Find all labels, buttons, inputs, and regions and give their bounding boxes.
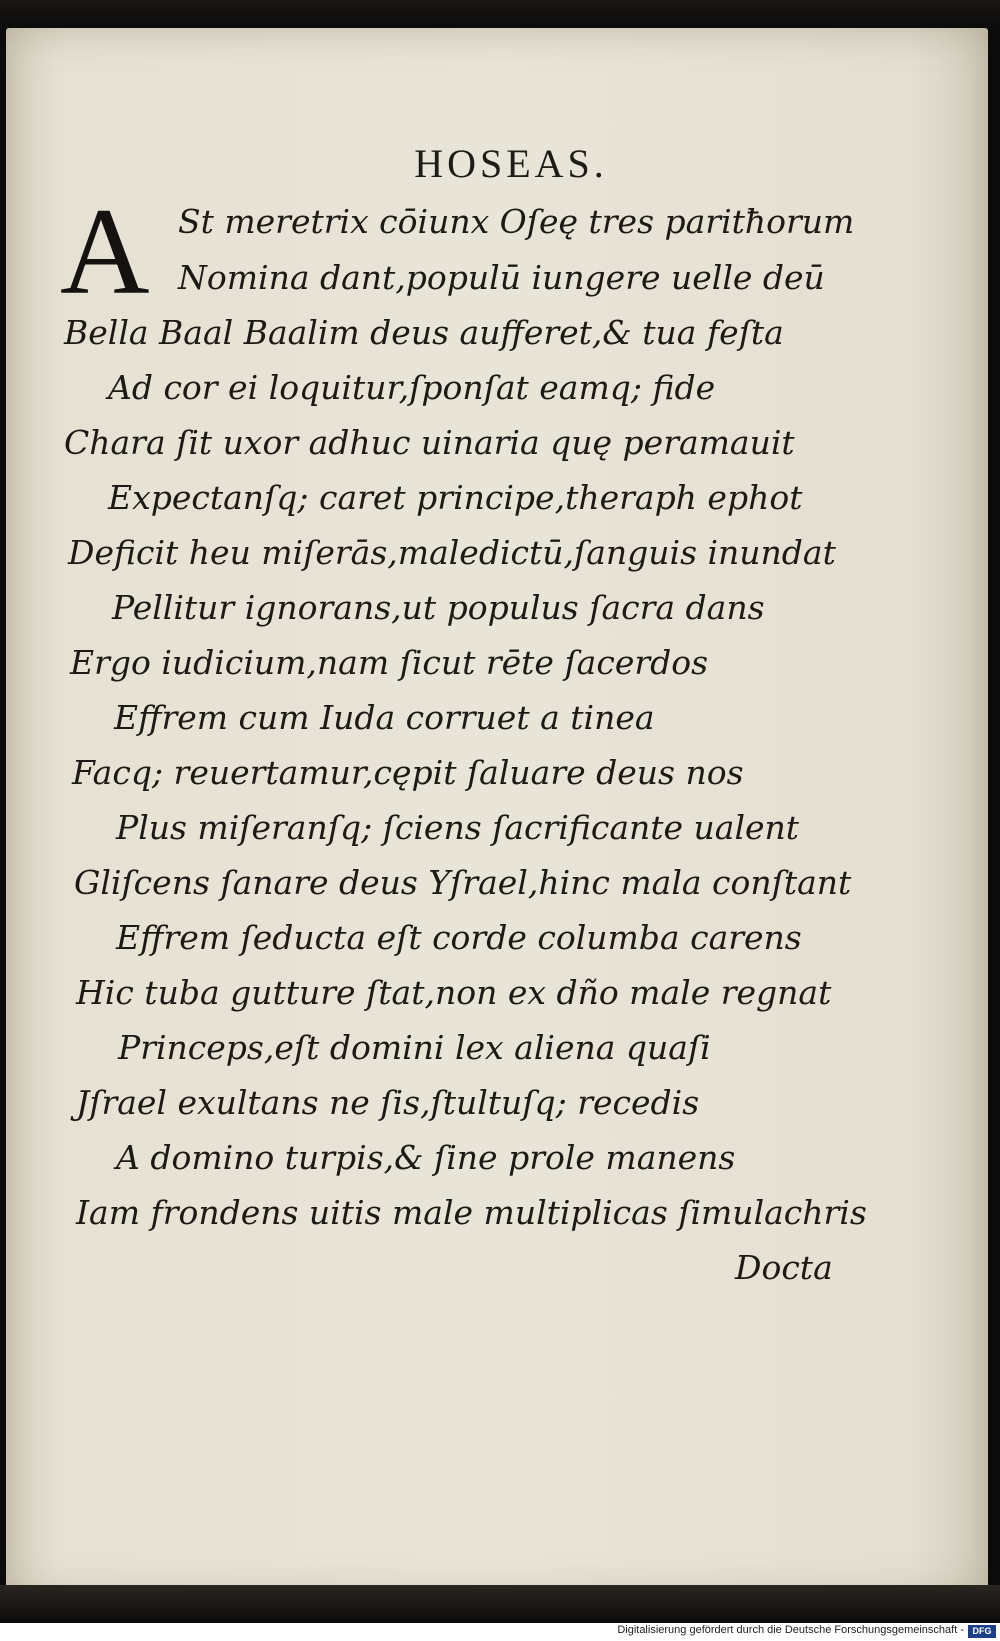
verse-line: Nomina dant,populū iungere uelle deū (178, 258, 825, 297)
verse-line: Pellitur ignorans,ut populus ſacra dans (112, 588, 765, 627)
verse-line: Princeps,eſt domini lex aliena quaſi (118, 1028, 711, 1067)
verse-line: Chara ſit uxor adhuc uinaria quę peramauit (64, 423, 795, 462)
scan-border-bottom (0, 1585, 1000, 1623)
verse-line: Effrem cum Iuda corruet a tinea (114, 698, 655, 737)
verse-line: A domino turpis,& ſine prole manens (116, 1138, 736, 1177)
verse-line: Ad cor ei loquitur,ſponſat eamq; fide (108, 368, 716, 407)
verse-line: Bella Baal Baalim deus aufferet,& tua feſta (64, 313, 784, 352)
catchword: Docta (735, 1248, 833, 1287)
verse-line: Facq; reuertamur,cępit ſaluare deus nos (72, 753, 744, 792)
drop-cap: A (60, 183, 150, 320)
verse-line: Effrem ſeducta eſt corde columba carens (116, 918, 802, 957)
verse-line: Expectanſq; caret principe,theraph ephot (108, 478, 803, 517)
scan-border-top (0, 0, 1000, 30)
verse-line: Iam frondens uitis male multiplicas ſimulachris (76, 1193, 867, 1232)
verse-line: Ergo iudicium,nam ſicut rēte ſacerdos (70, 643, 709, 682)
digitization-credit: Digitalisierung gefördert durch die Deutsche Forschungsgemeinschaft - (617, 1624, 964, 1636)
verse-line: Hic tuba gutture ſtat,non ex dño male regnat (76, 973, 832, 1012)
running-head: HOSEAS. (414, 141, 608, 186)
verse-line: Deficit heu miſerās,maledictū,ſanguis inundat (68, 533, 836, 572)
verse-line: St meretrix cōiunx Oſeę tres paritħorum (178, 202, 855, 241)
dfg-logo-icon: DFG (968, 1625, 996, 1638)
verse-line: Gliſcens ſanare deus Yſrael,hinc mala conſtant (74, 863, 852, 902)
verse-line: Jſrael exultans ne ſis,ſtultuſq; recedis (76, 1083, 700, 1122)
verse-line: Plus miſeranſq; ſciens ſacrificante ualent (116, 808, 800, 847)
